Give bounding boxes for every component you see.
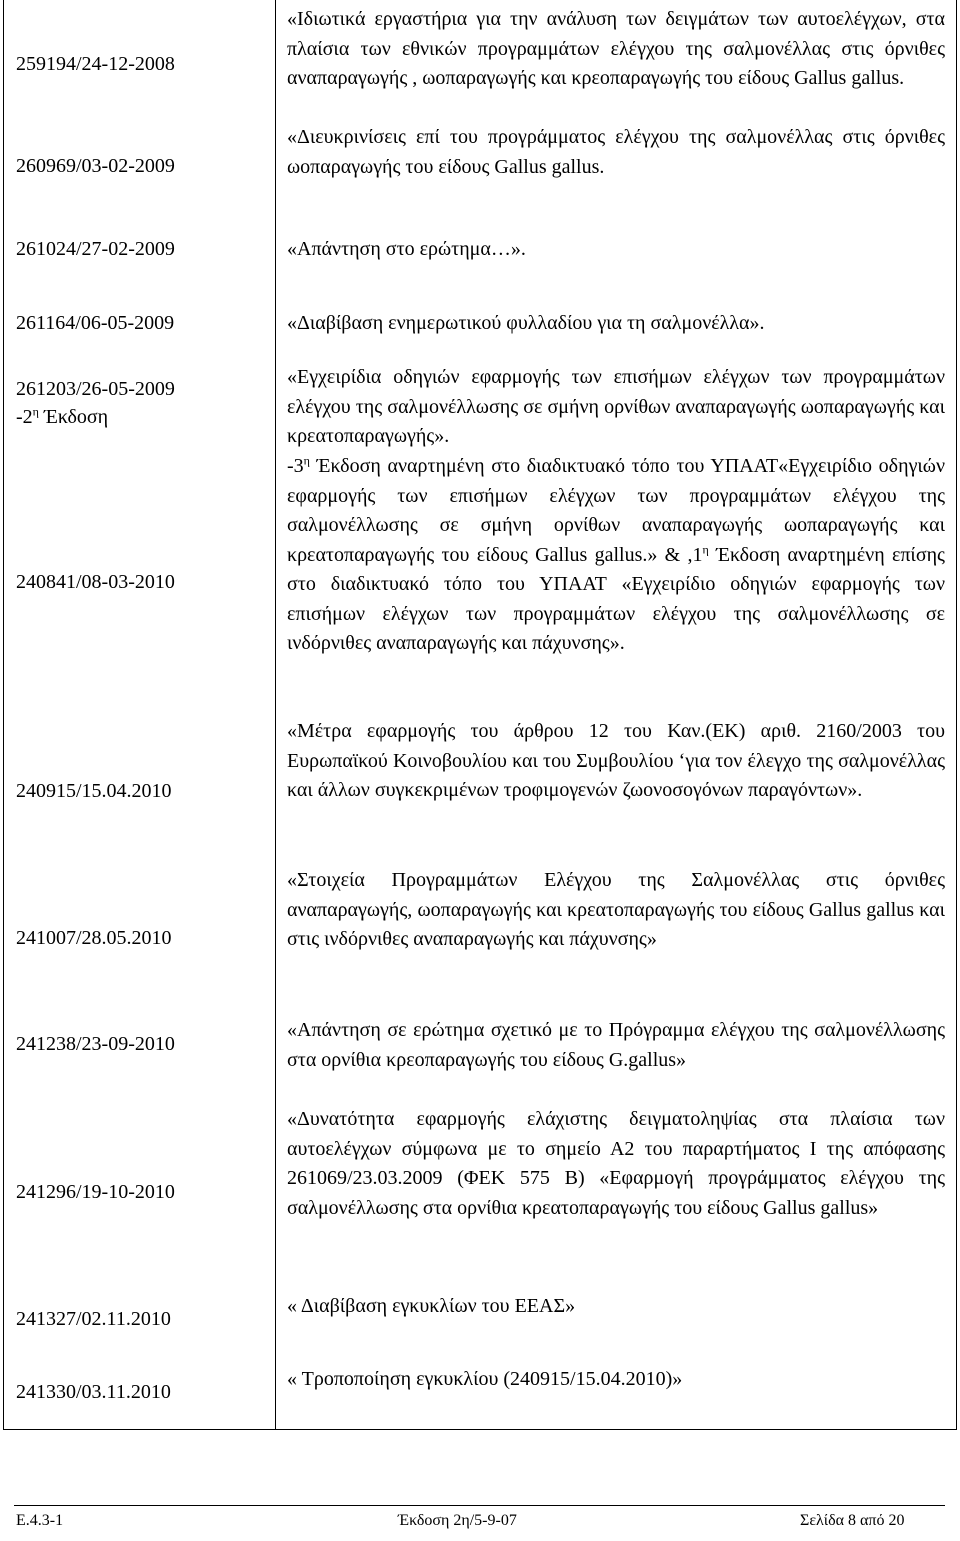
edition-body: Έκδοση αναρτημένη επίσης στο διαδικτυακό τόπο του ΥΠΑΑΤ «Εγχειρίδιο οδηγιών εφαρμογής των επισήμων ελέγχων των προγραμμάτων ελέγχου της σαλμονέλλωσης σε ινδόρνιθες αναπαραγωγής και πάχυνσης». [287, 543, 945, 654]
table-border-bottom [3, 1429, 957, 1430]
edition-suffix: Έκδοση [38, 406, 109, 428]
edition-superscript: η [303, 453, 310, 468]
table-border-right [956, 0, 957, 1430]
ref-description: « Διαβίβαση εγκυκλίων του ΕΕΑΣ» [287, 1295, 576, 1317]
ref-code-edition [16, 403, 271, 432]
ref-code: 241007/28.05.2010 [16, 927, 172, 949]
footer-page-number: Σελίδα 8 από 20 [800, 1512, 905, 1529]
ref-code: 240915/15.04.2010 [16, 780, 172, 802]
edition-prefix: -3 [287, 455, 304, 477]
ref-code: 261164/06-05-2009 [16, 312, 175, 334]
ref-description: «Διαβίβαση ενημερωτικού φυλλαδίου για τη σαλμονέλλα». [287, 312, 765, 334]
ref-code: 261024/27-02-2009 [16, 238, 175, 260]
ref-description: «Στοιχεία Προγραμμάτων Ελέγχου της Σαλμονέλλας στις όρνιθες αναπαραγωγής, ωοπαραγωγής και κρεατοπαραγωγής του είδους Gallus gallus και στις ινδόρνιθες αναπαραγωγής και πάχυνσης» [287, 869, 945, 950]
footer-rule [14, 1505, 945, 1506]
ref-description-edition [287, 452, 945, 659]
ref-code: 241296/19-10-2010 [16, 1181, 175, 1203]
edition-body: Έκδοση αναρτημένη στο διαδικτυακό τόπο του ΥΠΑΑΤ«Εγχειρίδιο οδηγιών εφαρμογής των επισήμων ελέγχων των προγραμμάτων ελέγχου της σαλμονέλλωσης σε σμήνη ορνίθων αναπαραγωγής ωοπαραγωγής και κρεατοπαραγωγής του είδους Gallus gallus.» & ,1 [287, 455, 945, 566]
ref-description: «Μέτρα εφαρμογής του άρθρου 12 του Καν.(ΕΚ) αριθ. 2160/2003 του Ευρωπαϊκού Κοινοβουλίου και του Συμβουλίου ‘για τον έλεγχο της σαλμονέλλας και άλλων συγκεκριμένων τροφιμογενών ζωονοσογόνων παραγόντων». [287, 720, 945, 801]
ref-code: 241238/23-09-2010 [16, 1033, 175, 1055]
ref-code: 241327/02.11.2010 [16, 1308, 171, 1330]
ref-description: «Δυνατότητα εφαρμογής ελάχιστης δειγματοληψίας στα πλαίσια των αυτοελέγχων σύμφωνα με το σημείο Α2 του παραρτήματος Ι της απόφασης 261069/23.03.2009 (ΦΕΚ 575 Β) «Εφαρμογή προγράμματος ελέγχου της σαλμονέλλωσης στα ορνίθια κρεατοπαραγωγής του είδους Gallus gallus» [287, 1108, 945, 1219]
ref-description: «Απάντηση στο ερώτημα…». [287, 238, 526, 260]
footer-edition: Έκδοση 2η/5-9-07 [398, 1512, 517, 1529]
edition-prefix: -2 [16, 406, 33, 428]
ref-code: 260969/03-02-2009 [16, 155, 175, 177]
table-column-divider [275, 0, 276, 1430]
ref-code: 259194/24-12-2008 [16, 53, 175, 75]
ref-code: 240841/08-03-2010 [16, 571, 175, 593]
ref-description: «Απάντηση σε ερώτημα σχετικό με το Πρόγραμμα ελέγχου της σαλμονέλλωσης στα ορνίθια κρεοπαραγωγής του είδους G.gallus» [287, 1019, 945, 1071]
edition-superscript: η [702, 541, 709, 556]
table-border-left [3, 0, 4, 1430]
ref-code: 261203/26-05-2009 [16, 378, 175, 400]
ref-description: «Εγχειρίδια οδηγιών εφαρμογής των επισήμων ελέγχων των προγραμμάτων ελέγχου της σαλμονέλλωσης σε σμήνη ορνίθων αναπαραγωγής ωοπαραγωγής και κρεατοπαραγωγής». [287, 366, 945, 447]
footer-doc-code: Ε.4.3-1 [16, 1512, 64, 1529]
ref-description: « Τροποποίηση εγκυκλίου (240915/15.04.2010)» [287, 1368, 683, 1390]
ref-code: 241330/03.11.2010 [16, 1381, 171, 1403]
ref-description: «Ιδιωτικά εργαστήρια για την ανάλυση των δειγμάτων των αυτοελέγχων, στα πλαίσια των εθνικών προγραμμάτων ελέγχου της σαλμονέλλας στις όρνιθες αναπαραγωγής , ωοπαραγωγής και κρεοπαραγωγής του είδους Gallus gallus. [287, 8, 945, 89]
edition-superscript: η [32, 404, 39, 419]
ref-description: «Διευκρινίσεις επί του προγράμματος ελέγχου της σαλμονέλλας στις όρνιθες ωοπαραγωγής του είδους Gallus gallus. [287, 126, 945, 178]
